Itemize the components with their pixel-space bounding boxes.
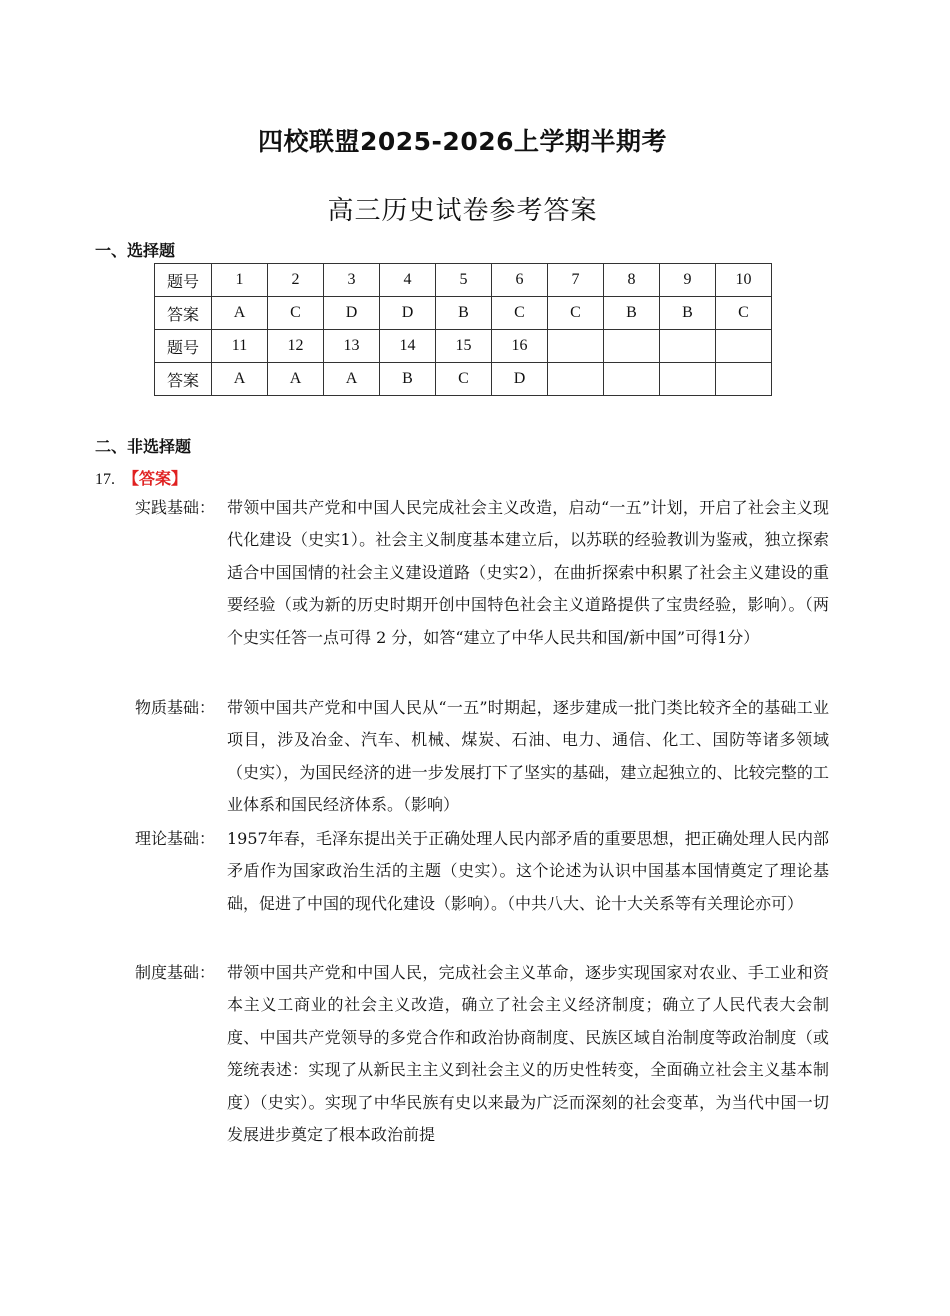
table-cell: C bbox=[548, 297, 604, 330]
table-cell: 8 bbox=[604, 264, 660, 297]
item-text: 带领中国共产党和中国人民完成社会主义改造，启动“一五”计划，开启了社会主义现代化建设（史实1）。社会主义制度基本建立后，以苏联的经验教训为鉴戒，独立探索适合中国国情的社会主义建设道路（史实2），在曲折探索中积累了社会主义建设的重要经验（或为新的历史时期开创中国特色社会主义道路提供了宝贵经验，影响）。（两个史实任答一点可得 2 分，如答“建立了中华人民共和国/新中国”可得1分） bbox=[227, 498, 829, 647]
table-cell bbox=[548, 363, 604, 396]
table-cell: 2 bbox=[268, 264, 324, 297]
table-row bbox=[155, 264, 772, 297]
question-17-header bbox=[95, 466, 187, 489]
table-row bbox=[155, 297, 772, 330]
answer-table bbox=[154, 263, 772, 396]
table-cell bbox=[716, 330, 772, 363]
table-cell: B bbox=[604, 297, 660, 330]
table-cell: B bbox=[436, 297, 492, 330]
section-heading-choice: 一、选择题 bbox=[95, 241, 176, 260]
answer-item-system bbox=[135, 957, 829, 1151]
table-cell: B bbox=[380, 363, 436, 396]
table-cell bbox=[548, 330, 604, 363]
row-label: 答案 bbox=[155, 297, 212, 330]
table-cell: B bbox=[660, 297, 716, 330]
item-text: 1957年春，毛泽东提出关于正确处理人民内部矛盾的重要思想，把正确处理人民内部矛盾作为国家政治生活的主题（史实）。这个论述为认识中国基本国情奠定了理论基础，促进了中国的现代化建设（影响）。（中共八大、论十大关系等有关理论亦可） bbox=[227, 829, 829, 913]
table-cell: C bbox=[492, 297, 548, 330]
table-cell bbox=[716, 363, 772, 396]
table-cell: 11 bbox=[212, 330, 268, 363]
answer-tag: 【答案】 bbox=[123, 469, 188, 488]
table-cell: D bbox=[380, 297, 436, 330]
table-cell bbox=[660, 330, 716, 363]
table-cell: 14 bbox=[380, 330, 436, 363]
page-subtitle: 高三历史试卷参考答案 bbox=[327, 196, 598, 226]
table-row bbox=[155, 363, 772, 396]
table-cell: A bbox=[212, 363, 268, 396]
table-cell: 13 bbox=[324, 330, 380, 363]
table-cell: C bbox=[716, 297, 772, 330]
table-cell: 1 bbox=[212, 264, 268, 297]
table-cell: 3 bbox=[324, 264, 380, 297]
table-cell: D bbox=[324, 297, 380, 330]
table-cell: 10 bbox=[716, 264, 772, 297]
table-cell: 5 bbox=[436, 264, 492, 297]
table-cell: A bbox=[268, 363, 324, 396]
item-label: 制度基础： bbox=[135, 963, 216, 982]
table-cell bbox=[660, 363, 716, 396]
table-cell: A bbox=[212, 297, 268, 330]
table-cell: C bbox=[268, 297, 324, 330]
table-cell: 16 bbox=[492, 330, 548, 363]
row-label: 题号 bbox=[155, 264, 212, 297]
table-cell: D bbox=[492, 363, 548, 396]
section-heading-nonchoice: 二、非选择题 bbox=[95, 437, 192, 456]
row-label: 答案 bbox=[155, 363, 212, 396]
table-cell: A bbox=[324, 363, 380, 396]
item-text: 带领中国共产党和中国人民从“一五”时期起，逐步建成一批门类比较齐全的基础工业项目，涉及冶金、汽车、机械、煤炭、石油、电力、通信、化工、国防等诸多领域（史实），为国民经济的进一步发展打下了坚实的基础，建立起独立的、比较完整的工业体系和国民经济体系。（影响） bbox=[227, 698, 829, 815]
table-row bbox=[155, 330, 772, 363]
answer-item-material bbox=[135, 692, 829, 822]
table-cell: 4 bbox=[380, 264, 436, 297]
table-cell: C bbox=[436, 363, 492, 396]
item-text: 带领中国共产党和中国人民，完成社会主义革命，逐步实现国家对农业、手工业和资本主义工商业的社会主义改造，确立了社会主义经济制度；确立了人民代表大会制度、中国共产党领导的多党合作和政治协商制度、民族区域自治制度等政治制度（或笼统表述：实现了从新民主主义到社会主义的历史性转变，全面确立社会主义基本制度）（史实）。实现了中华民族有史以来最为广泛而深刻的社会变革，为当代中国一切发展进步奠定了根本政治前提 bbox=[227, 963, 829, 1145]
table-cell: 7 bbox=[548, 264, 604, 297]
table-cell bbox=[604, 363, 660, 396]
item-label: 理论基础： bbox=[135, 829, 216, 848]
answer-item-theory bbox=[135, 823, 829, 920]
item-label: 实践基础： bbox=[135, 498, 216, 517]
row-label: 题号 bbox=[155, 330, 212, 363]
table-cell bbox=[604, 330, 660, 363]
item-label: 物质基础： bbox=[135, 698, 216, 717]
table-cell: 9 bbox=[660, 264, 716, 297]
table-cell: 12 bbox=[268, 330, 324, 363]
answer-item-practice bbox=[135, 492, 829, 654]
table-cell: 6 bbox=[492, 264, 548, 297]
question-number: 17. bbox=[95, 471, 115, 488]
page-title: 四校联盟2025-2026上学期半期考 bbox=[257, 127, 668, 156]
table-cell: 15 bbox=[436, 330, 492, 363]
